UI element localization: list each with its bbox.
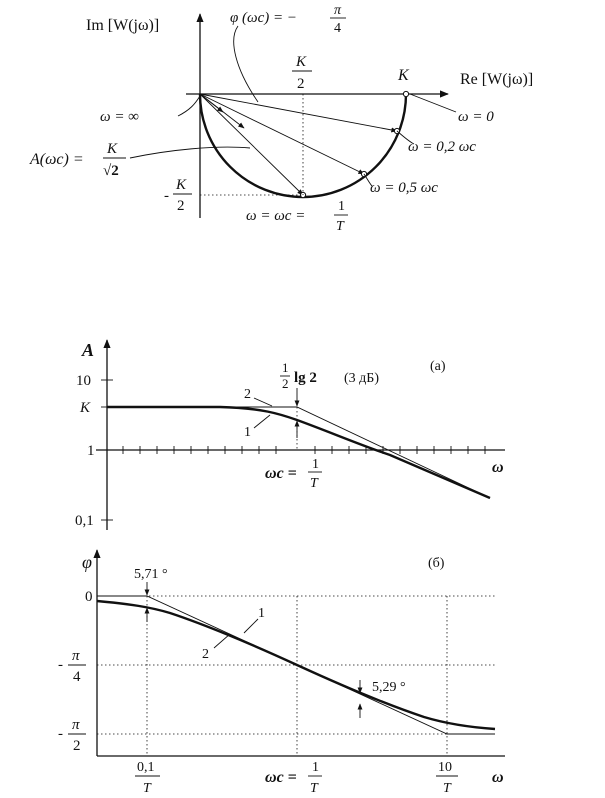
leader-omega-0	[410, 94, 456, 112]
half-k-num: K	[296, 54, 307, 70]
re-axis-label: Re [W(jω)]	[460, 71, 534, 88]
amplitude-frac-num: K	[107, 141, 118, 157]
amp-tick-01-label: 0,1	[75, 513, 94, 529]
phase-x01-den: T	[143, 781, 151, 796]
phase-x01-num: 0,1	[137, 760, 155, 775]
neg-half-k-num: K	[176, 177, 187, 193]
amp-curve-1-leader	[254, 415, 270, 428]
phase-curve-1-label: 1	[258, 606, 265, 621]
phase-x-label: ω	[492, 769, 504, 786]
amp-annot-num: 1	[282, 360, 289, 375]
phase-x10-num: 10	[438, 760, 452, 775]
phase-plot	[58, 550, 505, 796]
amp-wc-num: 1	[312, 457, 319, 472]
phase-wc-num: 1	[312, 760, 319, 775]
im-axis-label: Im [W(jω)]	[86, 17, 160, 34]
amp-wc-label: ωc =	[265, 465, 297, 482]
amp-y-label: A	[82, 340, 95, 360]
omega-c-den: T	[336, 219, 344, 234]
amp-annot-den: 2	[282, 376, 289, 391]
amp-curve-2-label: 2	[244, 387, 251, 402]
point-omega-0	[403, 91, 408, 96]
omega-c-num: 1	[338, 199, 345, 214]
phase-tick-pi2-prefix: -	[58, 726, 63, 742]
phi-angle-arrow-2	[200, 94, 223, 112]
phase-tick-pi4-prefix: -	[58, 657, 63, 673]
phi-frac-num: π	[334, 3, 342, 18]
amplitude-label: A(ωc) =	[30, 151, 84, 168]
phi-frac-den: 4	[334, 21, 341, 36]
phase-curve-1-leader	[244, 619, 258, 633]
nyquist-plot	[29, 3, 533, 234]
amp-x-label: ω	[492, 459, 504, 476]
phase-wc-label: ωc =	[265, 769, 297, 786]
omega-inf-label: ω = ∞	[100, 109, 139, 125]
leader-amplitude	[130, 147, 250, 158]
leader-omega-inf	[178, 96, 200, 116]
omega-c-label: ω = ωc =	[246, 208, 306, 224]
amp-annot-db: (3 дБ)	[344, 371, 379, 386]
amp-curve-2-leader	[254, 398, 272, 406]
phase-curve-2-leader	[214, 634, 230, 648]
amp-annot-lg: lg 2	[294, 370, 317, 386]
amp-tick-1-label: 1	[87, 443, 95, 459]
omega-05-label: ω = 0,5 ωc	[370, 180, 438, 196]
amp-tick-10-label: 10	[76, 373, 91, 389]
phase-tick-0-label: 0	[85, 589, 93, 605]
leader-phi	[234, 26, 258, 102]
amp-exact-curve-1	[107, 407, 490, 498]
phase-tick-pi4-num: π	[72, 648, 80, 664]
phase-exact-curve-1	[97, 601, 495, 729]
amp-wc-den: T	[310, 476, 318, 491]
omega-02-label: ω = 0,2 ωc	[408, 139, 476, 155]
phase-tick-pi2-num: π	[72, 717, 80, 733]
amp-panel-label: (а)	[430, 359, 446, 374]
phase-wc-den: T	[310, 781, 318, 796]
half-k-den: 2	[297, 76, 305, 92]
phase-y-label: φ	[82, 552, 92, 572]
phase-angle-571: 5,71 °	[134, 567, 168, 582]
neg-half-k-prefix: -	[164, 188, 169, 204]
amp-curve-1-label: 1	[244, 425, 251, 440]
amplitude-frac-den: √2	[103, 163, 119, 179]
amplitude-plot	[75, 340, 505, 530]
vector-omega-02	[200, 94, 397, 131]
amp-tick-k-label: K	[80, 400, 91, 416]
vector-omega-c	[200, 94, 303, 195]
phase-curve-2-label: 2	[202, 647, 209, 662]
phase-tick-pi4-den: 4	[73, 669, 81, 685]
phase-tick-pi2-den: 2	[73, 738, 81, 754]
phase-angle-529: 5,29 °	[372, 680, 406, 695]
phase-x10-den: T	[443, 781, 451, 796]
phi-label: φ (ωc) = −	[230, 10, 298, 26]
neg-half-k-den: 2	[177, 198, 185, 214]
k-label: K	[398, 67, 409, 84]
phase-panel-label: (б)	[428, 556, 445, 571]
omega-0-label: ω = 0	[458, 109, 494, 125]
